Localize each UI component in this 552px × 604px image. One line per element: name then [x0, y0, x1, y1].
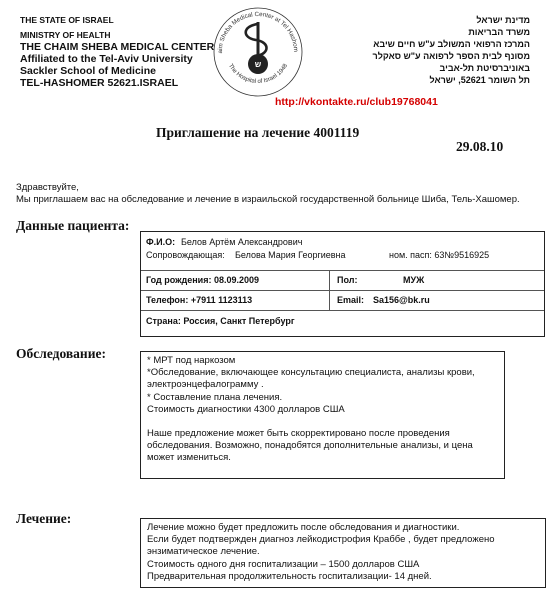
header-left-state: THE STATE OF ISRAEL: [20, 15, 114, 25]
email-label: Email:: [337, 295, 365, 305]
passport-number: ном. пасп: 63№9516925: [389, 250, 490, 260]
country-row: [141, 310, 544, 338]
exam-line: *Обследование, включающее консультацию специалиста, анализы крови,: [147, 367, 475, 379]
treatment-line: Если будет подтвержден диагноз лейкодистрофия Краббе , будет предложено: [147, 534, 495, 546]
header-left-center: THE CHAIM SHEBA MEDICAL CENTER: [20, 41, 215, 53]
exam-line: может измениться.: [147, 452, 231, 464]
treatment-line: Стоимость одного дня госпитализации – 1500 долларов США: [147, 558, 420, 570]
exam-section-label: Обследование:: [16, 346, 106, 361]
header-right-ministry: משרד הבריאות: [468, 27, 530, 37]
patient-section-label: Данные пациента:: [16, 218, 130, 233]
sex-value: МУЖ: [403, 275, 425, 285]
column-divider: [329, 270, 330, 310]
watermark-url: http://vkontakte.ru/club19768041: [275, 96, 438, 108]
seal-top-text: aim Sheba Medical Center at Tel Hashom: [216, 10, 300, 54]
exam-line: Наше предложение может быть скорректировано после проведения: [147, 428, 450, 440]
escort-label: Сопровождающая:: [146, 250, 225, 260]
patient-table: [140, 231, 545, 337]
header-right-address: תל השומר 52621, ישראל: [429, 75, 530, 85]
greeting-line-1: Здравствуйте,: [16, 182, 79, 193]
exam-line: электроэнцефалограмму .: [147, 379, 264, 391]
phone-row: [141, 290, 544, 311]
phone: Телефон: +7911 1123113: [146, 295, 253, 305]
greeting: [16, 182, 520, 206]
svg-text:The Chaim Sheba Medical Center: [212, 6, 299, 53]
header-left: [20, 15, 214, 89]
treatment-section-label: Лечение:: [16, 511, 72, 526]
svg-text:ש: ש: [254, 60, 262, 69]
header-right-state: מדינת ישראל: [476, 15, 530, 25]
hospital-seal: [212, 6, 304, 98]
header-left-school: Sackler School of Medicine: [20, 65, 156, 77]
exam-line: [147, 416, 498, 428]
country: Страна: Россия, Санкт Петербург: [146, 316, 295, 326]
seal-bottom-text: The Hospital of Israel 1948: [226, 63, 290, 85]
header-right: [373, 14, 530, 86]
treatment-line: Лечение можно будет предложить после обследования и диагностики.: [147, 522, 460, 533]
header-right-center: המרכז הרפואי המשולב ע"ש חיים שיבא: [373, 39, 530, 49]
escort-value: Белова Мария Георгиевна: [235, 250, 346, 260]
header-left-address: TEL-HASHOMER 52621.ISRAEL: [20, 77, 179, 89]
header-left-affiliation: Affiliated to the Tel-Aviv University: [20, 53, 193, 65]
header-right-school: מסונף לבית הספר לרפואה ע"ש סאקלר: [372, 51, 530, 61]
exam-line: обследования. Возможно, понадобятся дополнительные анализы, и цена: [147, 440, 473, 452]
treatment-line: Предварительная продолжительность госпитализации- 14 дней.: [147, 570, 432, 582]
exam-line: * МРТ под наркозом: [147, 355, 236, 366]
fio-value: Белов Артём Александрович: [181, 237, 303, 247]
exam-line: Стоимость диагностики 4300 долларов США: [147, 403, 345, 415]
header-right-university: באוניברסיטת תל-אביב: [439, 63, 530, 73]
hospital-seal-icon: [212, 6, 304, 98]
dob-row: [141, 270, 544, 291]
exam-line: * Составление плана лечения.: [147, 391, 283, 403]
header-left-ministry: MINISTRY OF HEALTH: [20, 30, 111, 40]
fio-label: Ф.И.О:: [146, 237, 176, 247]
document-title: Приглашение на лечение 4001119: [156, 125, 360, 140]
treatment-line: энзиматическое лечение.: [147, 546, 260, 558]
treatment-box: [140, 518, 546, 588]
sex-label: Пол:: [337, 275, 358, 285]
greeting-line-2: Мы приглашаем вас на обследование и лечение в израильской государственной больнице Шиба, Тель-Хашомер.: [16, 194, 520, 205]
email-value: Sa156@bk.ru: [373, 295, 430, 305]
dob: Год рождения: 08.09.2009: [146, 275, 259, 285]
exam-box: [140, 351, 505, 479]
document-date: 29.08.10: [456, 139, 504, 154]
